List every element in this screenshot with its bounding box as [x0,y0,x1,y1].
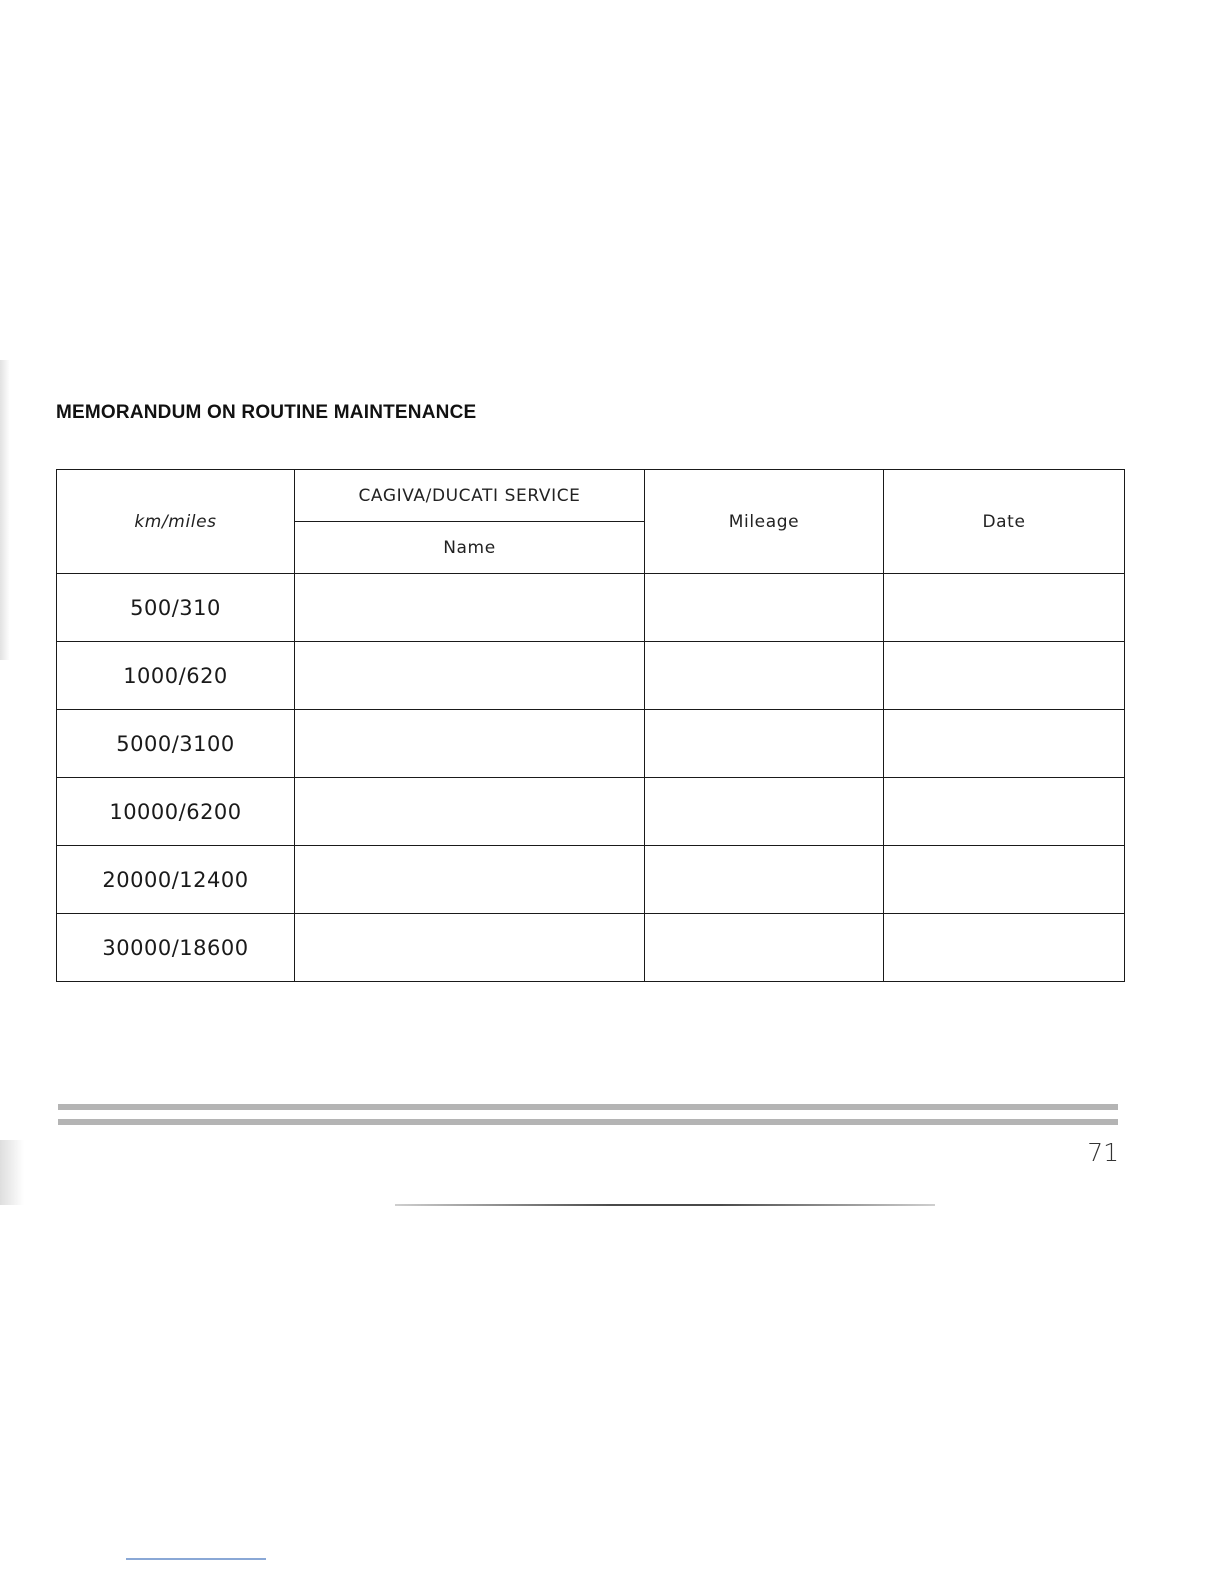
maintenance-table [56,469,1125,982]
interval-cell [57,778,295,846]
scan-edge-shadow [0,1140,24,1205]
table-row [57,574,1125,642]
mileage-cell[interactable] [645,574,884,642]
mileage-cell[interactable] [645,914,884,982]
footer-divider-bar [58,1119,1118,1125]
service-name-cell[interactable] [295,642,645,710]
footer-divider-bar [58,1104,1118,1110]
header-mileage [645,470,884,574]
mileage-cell[interactable] [645,642,884,710]
service-name-cell[interactable] [295,574,645,642]
service-name-cell[interactable] [295,846,645,914]
header-km-miles [57,470,295,574]
scan-artifact-line [126,1558,266,1560]
interval-cell [57,574,295,642]
scan-edge-shadow [0,360,10,660]
date-cell[interactable] [884,642,1125,710]
table-row [57,846,1125,914]
interval-value: 20000/12400 [102,867,249,892]
interval-cell [57,642,295,710]
header-date-label: Date [982,511,1026,532]
date-cell[interactable] [884,710,1125,778]
service-name-cell[interactable] [295,710,645,778]
interval-value: 10000/6200 [109,799,242,824]
date-cell[interactable] [884,846,1125,914]
mileage-cell[interactable] [645,846,884,914]
scan-page-edge-line [395,1204,935,1206]
header-service-group-label: CAGIVA/DUCATI SERVICE [358,485,581,506]
interval-value: 5000/3100 [116,731,235,756]
interval-value: 1000/620 [123,663,228,688]
header-service-group [295,470,645,522]
mileage-cell[interactable] [645,710,884,778]
service-name-cell[interactable] [295,914,645,982]
interval-cell [57,846,295,914]
mileage-cell[interactable] [645,778,884,846]
header-service-name [295,522,645,574]
date-cell[interactable] [884,914,1125,982]
interval-value: 30000/18600 [102,935,249,960]
page-title: MEMORANDUM ON ROUTINE MAINTENANCE [56,402,477,423]
date-cell[interactable] [884,574,1125,642]
header-service-name-label: Name [443,537,496,558]
date-cell[interactable] [884,778,1125,846]
service-name-cell[interactable] [295,778,645,846]
table-row [57,642,1125,710]
header-date [884,470,1125,574]
table-row [57,778,1125,846]
interval-value: 500/310 [130,595,221,620]
header-mileage-label: Mileage [728,511,800,532]
table-row [57,710,1125,778]
header-km-miles-label: km/miles [134,511,217,532]
interval-cell [57,914,295,982]
interval-cell [57,710,295,778]
page-number: 71 [1087,1138,1119,1167]
table-row [57,914,1125,982]
